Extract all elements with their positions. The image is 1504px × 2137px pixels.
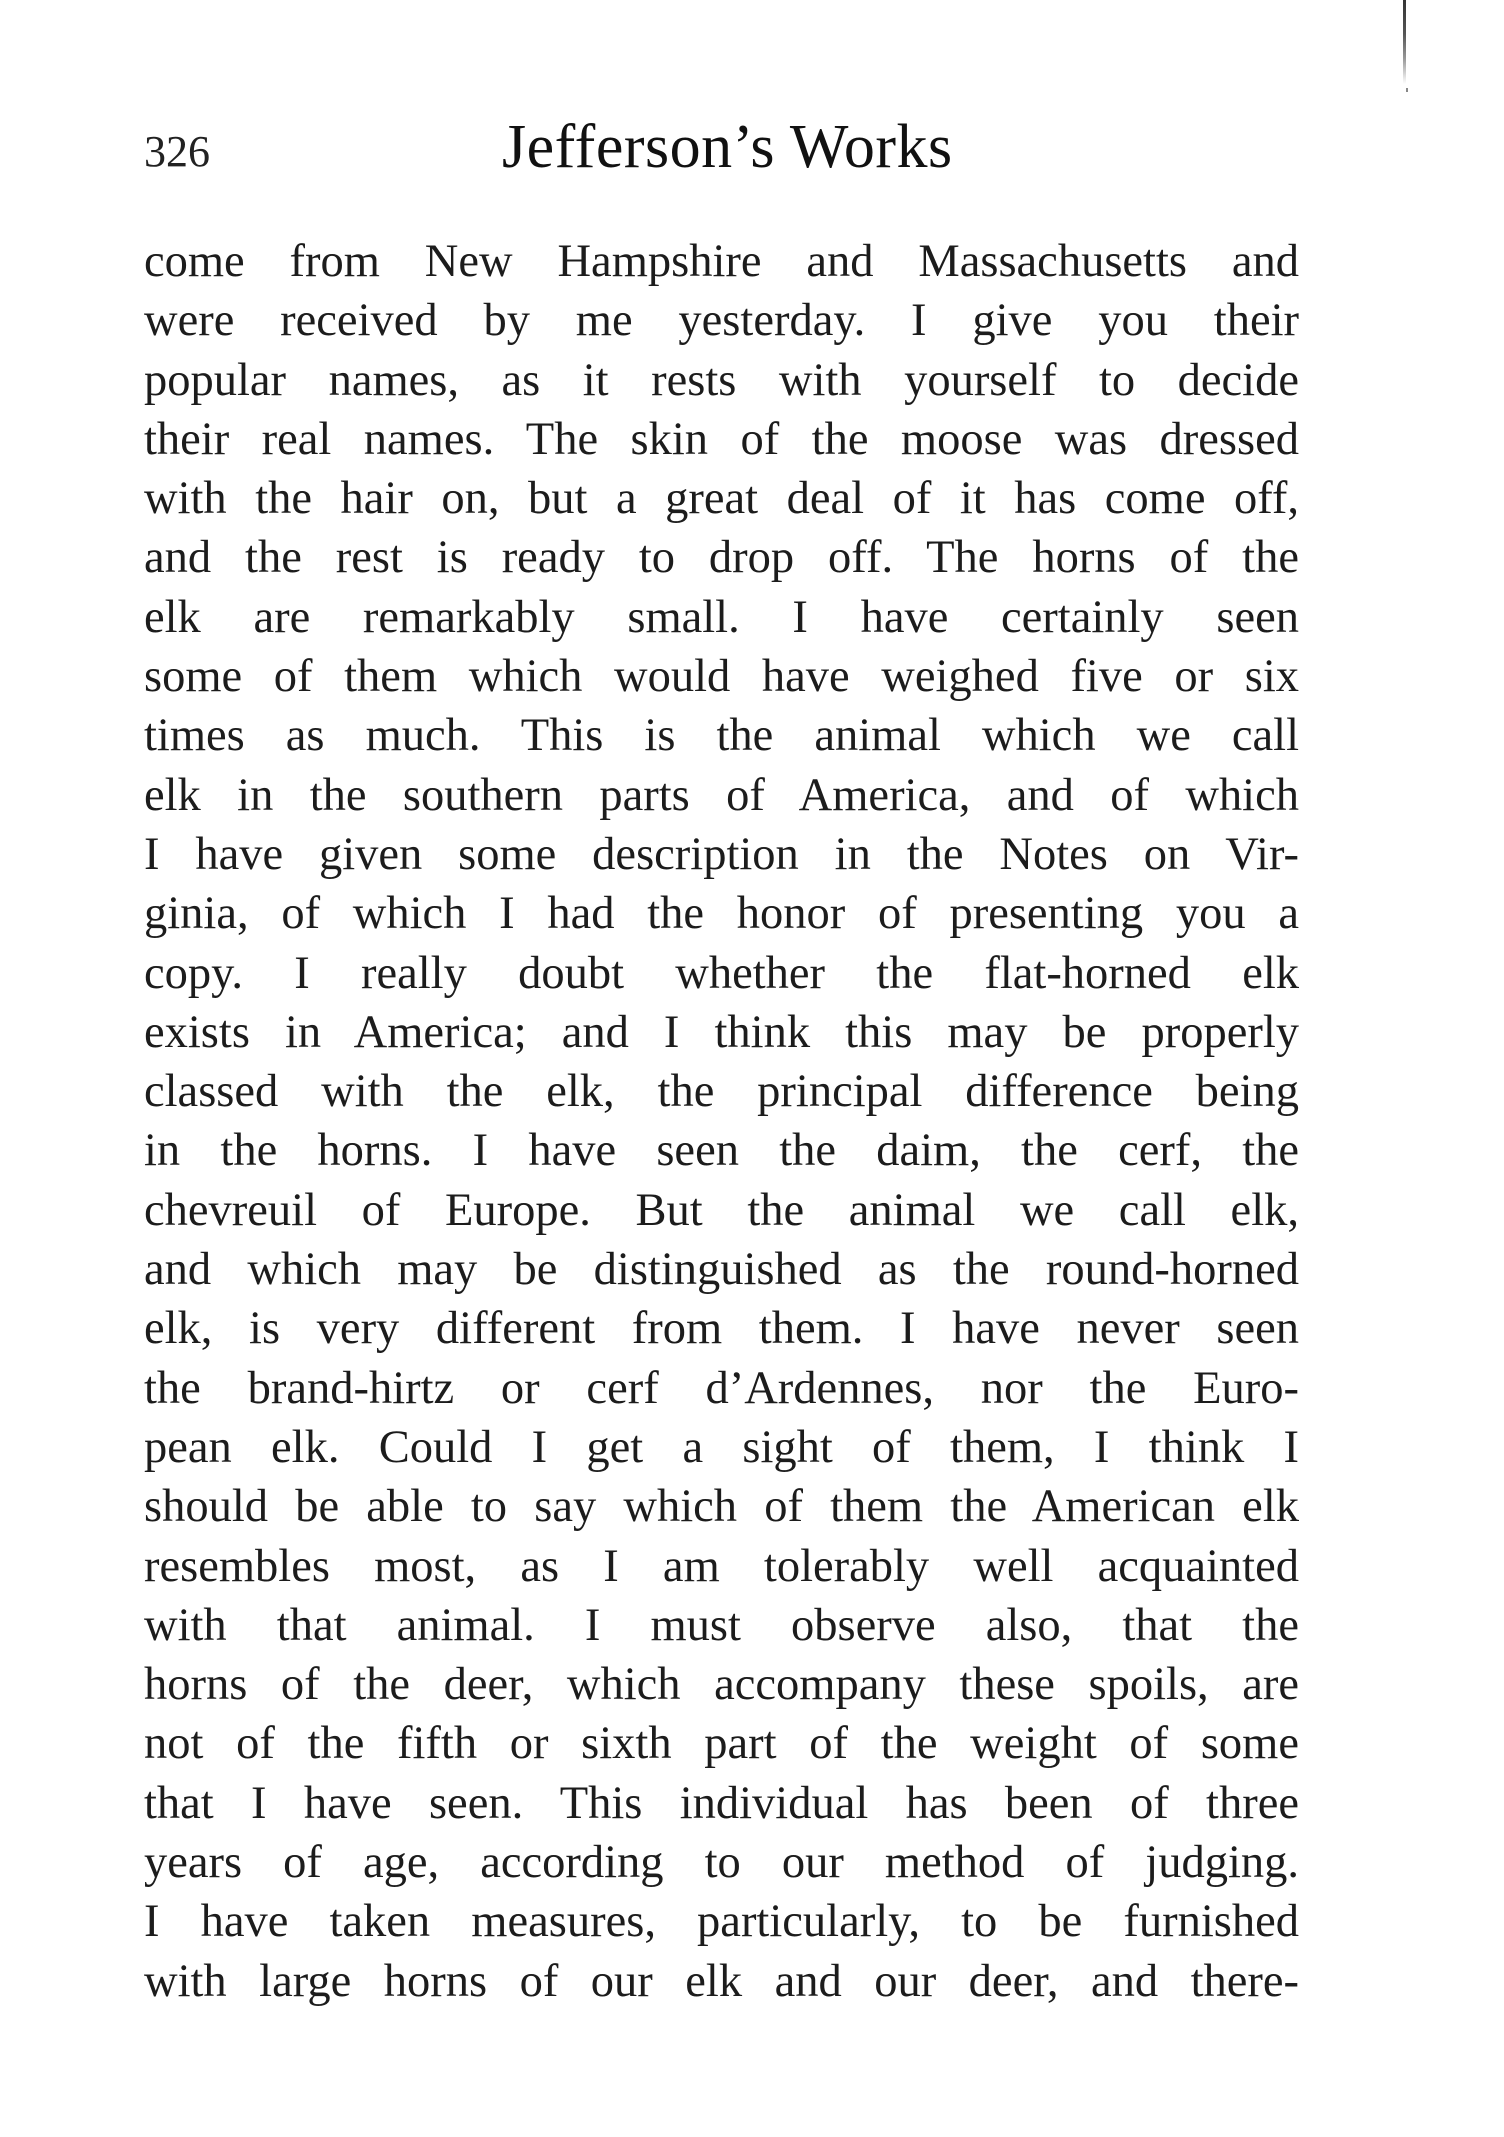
text-line: elk are remarkably small. I have certainly seen <box>144 591 1299 643</box>
text-line: years of age, according to our method of judging. <box>144 1837 1299 1889</box>
text-line: in the horns. I have seen the daim, the cerf, the <box>144 1125 1299 1177</box>
text-line: exists in America; and I think this may be properly <box>144 1006 1299 1058</box>
text-line: were received by me yesterday. I give you their <box>144 295 1299 347</box>
page-edge-speck <box>1406 88 1408 92</box>
page-header <box>144 108 1294 188</box>
text-line: copy. I really doubt whether the flat-horned elk <box>144 947 1299 999</box>
text-line: times as much. This is the animal which we call <box>144 710 1299 762</box>
text-line: horns of the deer, which accompany these spoils, are <box>144 1659 1299 1711</box>
text-line: elk in the southern parts of America, and of which <box>144 769 1299 821</box>
text-line: popular names, as it rests with yourself to decide <box>144 354 1299 406</box>
text-line: resembles most, as I am tolerably well acquainted <box>144 1540 1299 1592</box>
page-number: 326 <box>144 127 210 176</box>
text-line: not of the fifth or sixth part of the weight of some <box>144 1718 1299 1770</box>
text-line: their real names. The skin of the moose was dressed <box>144 413 1299 465</box>
text-line: the brand-hirtz or cerf d’Ardennes, nor the Euro- <box>144 1362 1299 1414</box>
text-line: chevreuil of Europe. But the animal we call elk, <box>144 1184 1299 1236</box>
body-text <box>144 232 1299 2011</box>
text-line: with that animal. I must observe also, that the <box>144 1599 1299 1651</box>
text-line: ginia, of which I had the honor of presenting you a <box>144 888 1299 940</box>
text-line: I have given some description in the Notes on Vir- <box>144 828 1299 880</box>
text-line: with large horns of our elk and our deer, and there- <box>144 1955 1299 2007</box>
text-line: should be able to say which of them the American elk <box>144 1481 1299 1533</box>
text-line: some of them which would have weighed five or six <box>144 651 1299 703</box>
text-line: I have taken measures, particularly, to be furnished <box>144 1896 1299 1948</box>
page-edge-mark <box>1403 0 1406 84</box>
text-line: come from New Hampshire and Massachusetts and <box>144 236 1299 287</box>
text-line: that I have seen. This individual has been of three <box>144 1777 1299 1829</box>
text-line: pean elk. Could I get a sight of them, I think I <box>144 1421 1299 1473</box>
text-line: classed with the elk, the principal difference being <box>144 1066 1299 1118</box>
text-line: with the hair on, but a great deal of it has come off, <box>144 473 1299 525</box>
text-line: elk, is very different from them. I have never seen <box>144 1303 1299 1355</box>
text-line: and which may be distinguished as the round-horned <box>144 1244 1299 1296</box>
running-title: Jefferson’s Works <box>502 113 953 181</box>
text-line: and the rest is ready to drop off. The horns of the <box>144 532 1299 584</box>
